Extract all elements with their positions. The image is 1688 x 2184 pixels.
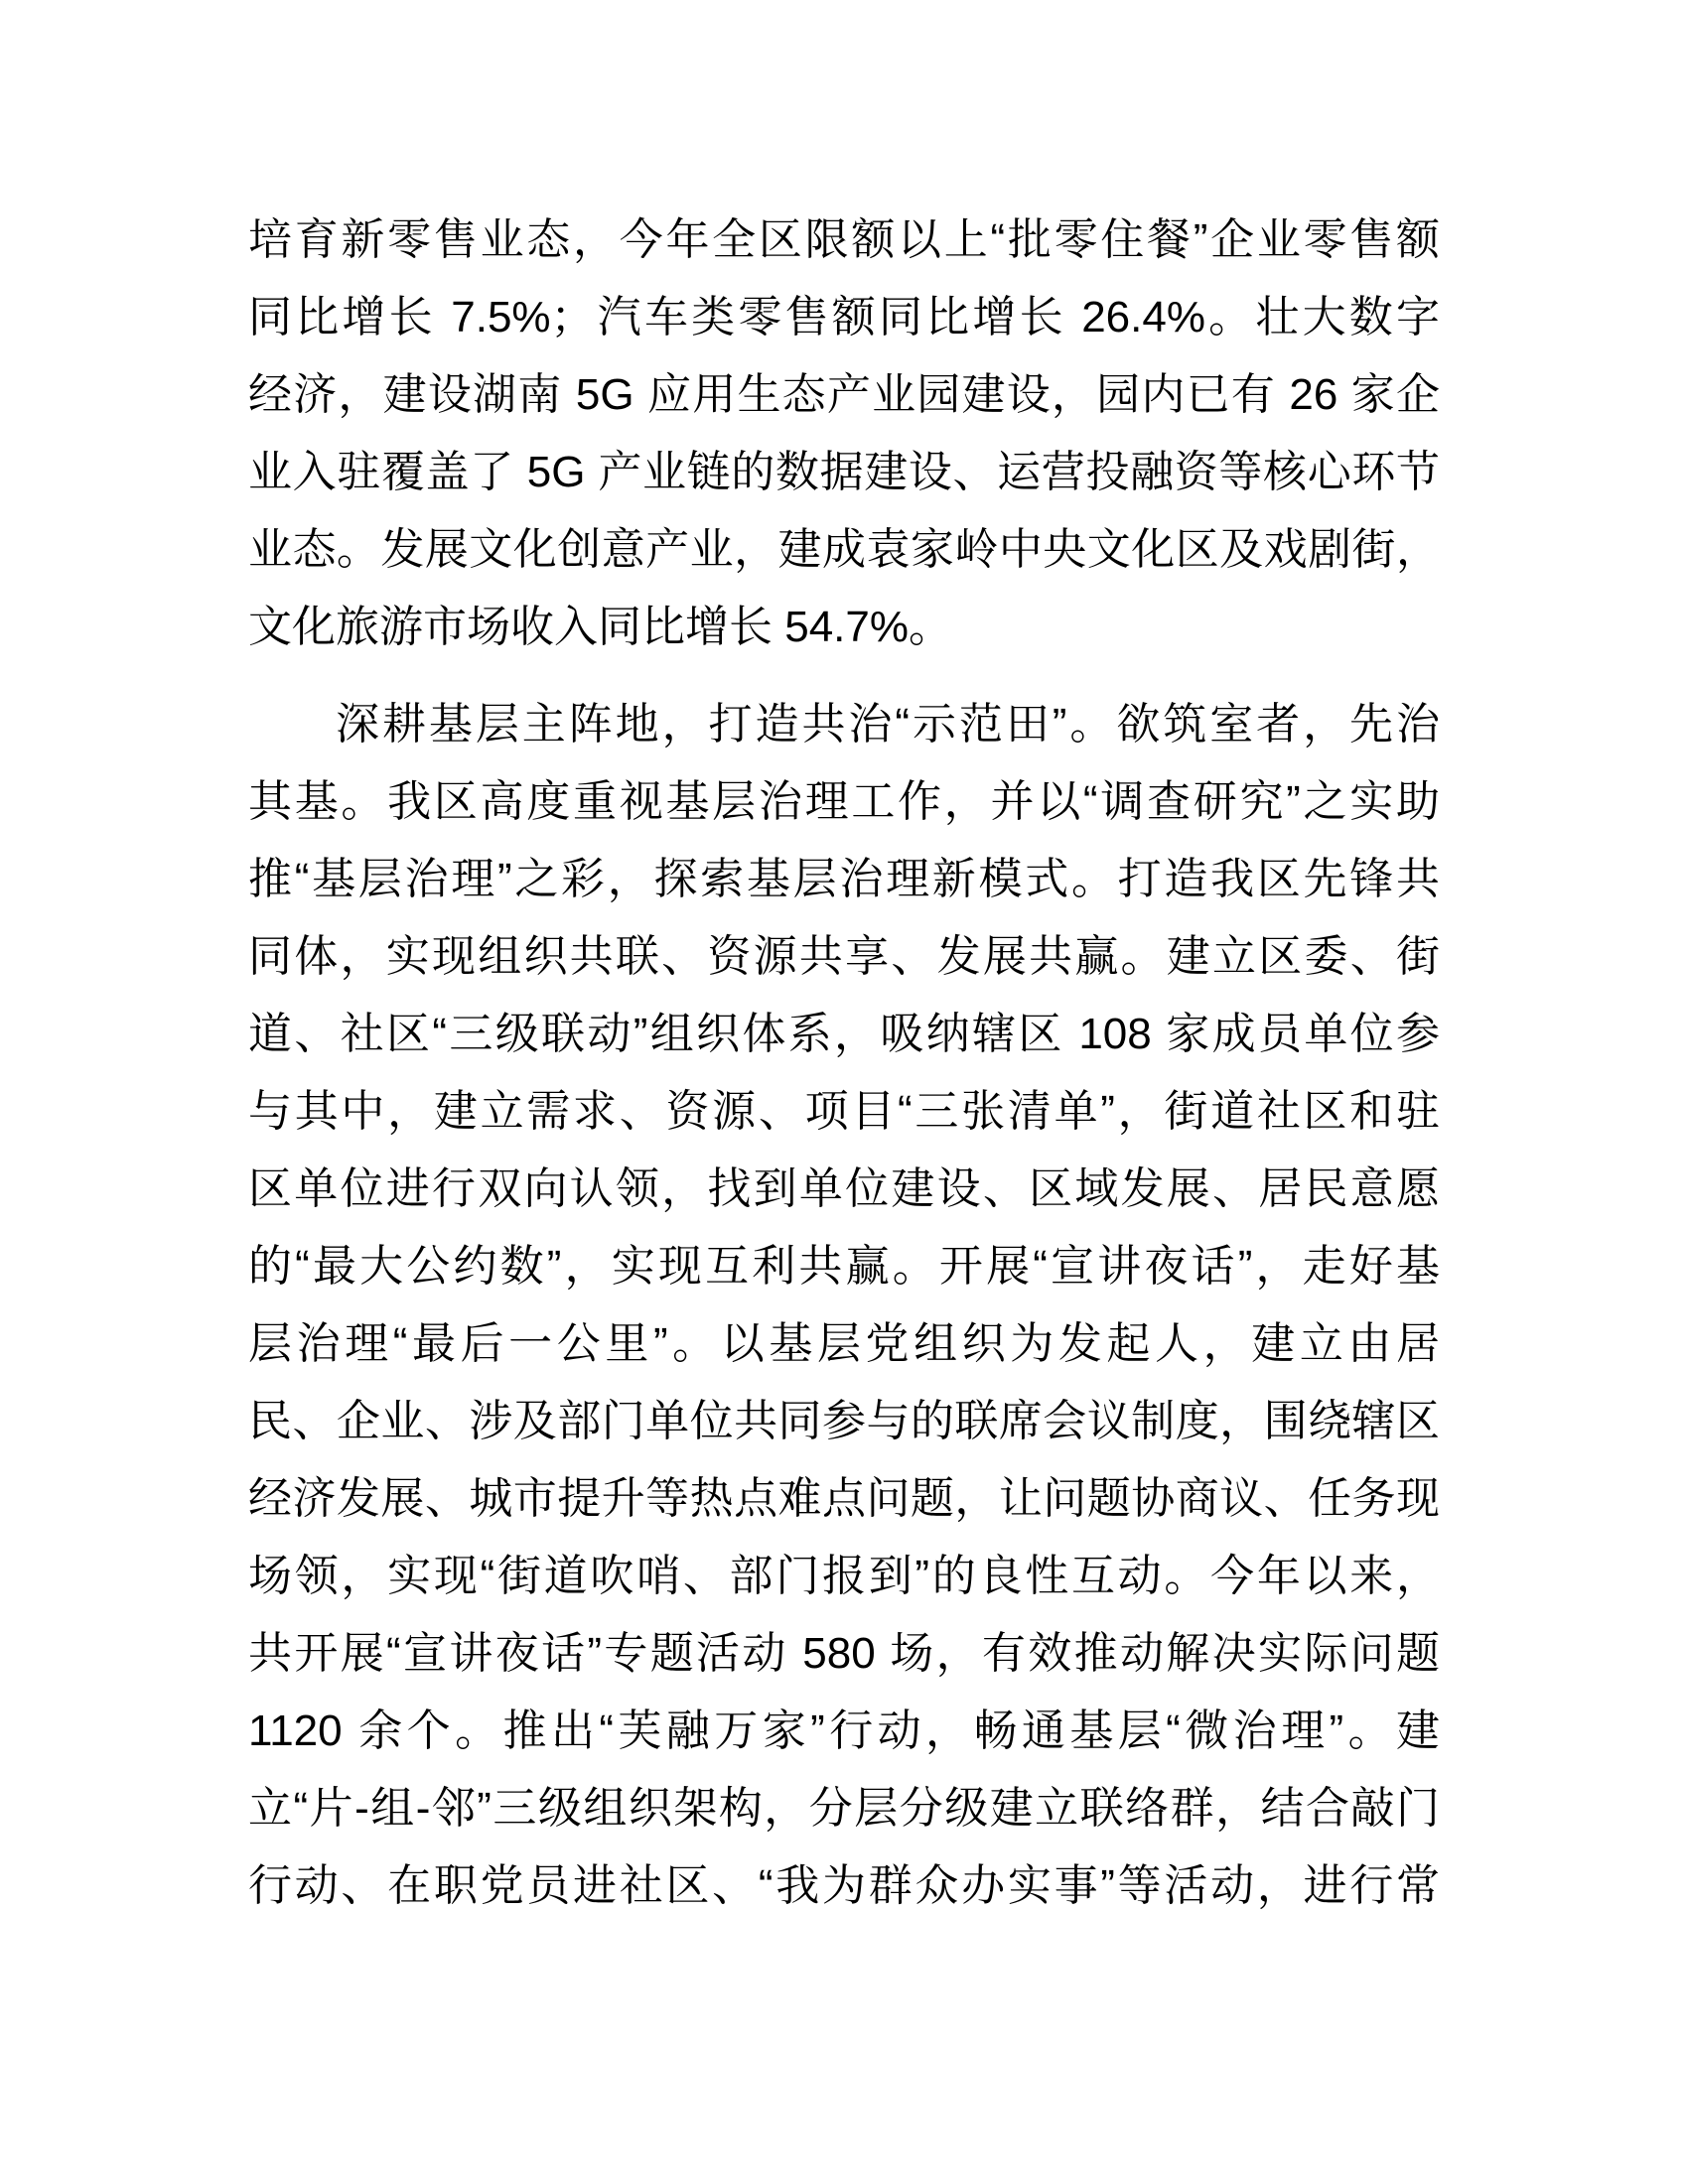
text-line: 场领，实现“街道吹哨、部门报到”的良性互动。今年以来， [248, 1552, 1440, 1600]
para-economy [248, 202, 1440, 666]
text-line: 业入驻覆盖了 5G 产业链的数据建设、运营投融资等核心环节 [248, 448, 1440, 496]
text-line: 与其中，建立需求、资源、项目“三张清单”，街道社区和驻 [248, 1087, 1440, 1136]
text-line: 业态。发展文化创意产业，建成袁家岭中央文化区及戏剧街， [248, 525, 1440, 574]
text-line: 培育新零售业态，今年全区限额以上“批零住餐”企业零售额 [248, 215, 1440, 264]
text-line: 深耕基层主阵地，打造共治“示范田”。欲筑室者，先治 [336, 700, 1440, 749]
text-line: 同比增长 7.5%；汽车类零售额同比增长 26.4%。壮大数字 [248, 293, 1440, 341]
text-line: 推“基层治理”之彩，探索基层治理新模式。打造我区先锋共 [248, 855, 1440, 903]
text-line: 立“片-组-邻”三级组织架构，分层分级建立联络群，结合敲门 [248, 1784, 1440, 1833]
text-line: 道、社区“三级联动”组织体系，吸纳辖区 108 家成员单位参 [248, 1010, 1440, 1058]
text-line: 经济发展、城市提升等热点难点问题，让问题协商议、任务现 [248, 1474, 1440, 1523]
text-line: 其基。我区高度重视基层治理工作，并以“调查研究”之实助 [248, 777, 1440, 826]
text-line: 共开展“宣讲夜话”专题活动 580 场，有效推动解决实际问题 [248, 1629, 1440, 1678]
text-line: 层治理“最后一公里”。以基层党组织为发起人，建立由居 [248, 1319, 1440, 1368]
para-grassroots-governance [248, 686, 1440, 1925]
text-line: 行动、在职党员进社区、“我为群众办实事”等活动，进行常 [248, 1861, 1440, 1910]
text-line: 经济，建设湖南 5G 应用生态产业园建设，园内已有 26 家企 [248, 370, 1440, 419]
text-line: 文化旅游市场收入同比增长 54.7%。 [248, 603, 952, 651]
text-line: 民、企业、涉及部门单位共同参与的联席会议制度，围绕辖区 [248, 1397, 1440, 1445]
text-line: 同体，实现组织共联、资源共享、发展共赢。建立区委、街 [248, 932, 1440, 981]
text-line: 区单位进行双向认领，找到单位建设、区域发展、居民意愿 [248, 1164, 1440, 1213]
text-line: 的“最大公约数”，实现互利共赢。开展“宣讲夜话”，走好基 [248, 1242, 1440, 1291]
text-line: 1120 余个。推出“芙融万家”行动，畅通基层“微治理”。建 [248, 1706, 1440, 1755]
document-body [248, 202, 1440, 1925]
